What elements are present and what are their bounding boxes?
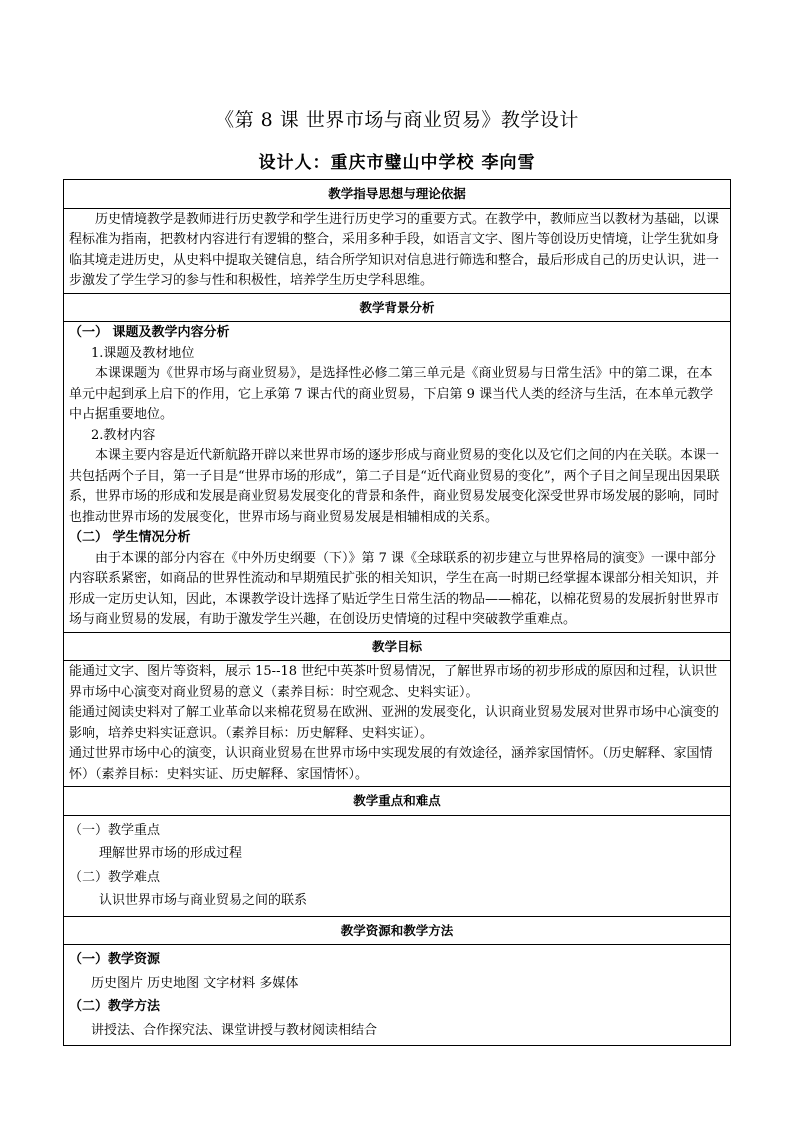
guiding-heading-row xyxy=(64,180,731,209)
resources-title: （一）教学资源 xyxy=(69,952,161,967)
background-item2-text: 本课主要内容是近代新航路开辟以来世界市场的逐步形成与商业贸易的变化以及它们之间的内在关联。本课一共包括两个子目，第一子目是“世界市场的形成”，第二子目是“近代商业贸易的变化”，两个子目之间呈现出因果联系，世界市场的形成和发展是商业贸易发展变化的背景和条件，商业贸易发展变化深受世界市场发展的影响，同时也推动世界市场的发展变化，世界市场与商业贸易发展是相辅相成的关系。 xyxy=(69,448,720,525)
methods-title: （二）教学方法 xyxy=(69,999,161,1014)
goals-heading-row xyxy=(64,632,731,661)
background-item2-title: 2.教材内容 xyxy=(91,427,156,443)
background-part1-title: （一） 课题及教学内容分析 xyxy=(69,325,230,340)
lesson-plan-table xyxy=(63,179,731,1046)
background-part2-title: （二） 学生情况分析 xyxy=(69,530,191,545)
background-heading-row xyxy=(64,293,731,322)
keypoints-heading: 教学重点和难点 xyxy=(64,787,731,816)
background-item1-text: 本课课题为《世界市场与商业贸易》，是选择性必修二第三单元是《商业贸易与日常生活》中的第二课，在本单元中起到承上启下的作用，它上承第 7 课古代的商业贸易，下启第 9 课当代人类的经济与生活，在本单元教学中占据重要地位。 xyxy=(69,366,714,422)
focus-title: （一）教学重点 xyxy=(69,822,161,838)
goals-body xyxy=(64,661,731,787)
goals-heading: 教学目标 xyxy=(64,632,731,661)
background-body-row xyxy=(64,322,731,633)
background-heading: 教学背景分析 xyxy=(64,293,731,322)
keypoints-body-row xyxy=(64,815,731,916)
designer-line: 设计人：重庆市璧山中学校 李向雪 xyxy=(258,153,536,173)
keypoints-body xyxy=(64,815,731,916)
guiding-body xyxy=(64,208,731,293)
difficulty-title: （二）教学难点 xyxy=(69,869,161,885)
keypoints-heading-row xyxy=(64,787,731,816)
difficulty-text: 认识世界市场与商业贸易之间的联系 xyxy=(99,893,308,908)
guiding-heading: 教学指导思想与理论依据 xyxy=(64,180,731,209)
background-body xyxy=(64,322,731,633)
background-item1-title: 1.课题及教材地位 xyxy=(91,345,195,361)
focus-text: 理解世界市场的形成过程 xyxy=(99,846,243,861)
document-title: 《第 8 课 世界市场与商业贸易》教学设计 xyxy=(215,109,579,131)
resources-heading: 教学资源和教学方法 xyxy=(64,916,731,945)
resources-text: 历史图片 历史地图 文字材料 多媒体 xyxy=(91,975,299,991)
guiding-text: 历史情境教学是教师进行历史教学和学生进行历史学习的重要方式。在教学中，教师应当以教材为基础，以课程标准为指南，把教材内容进行有逻辑的整合，采用多种手段，如语言文字、图片等创设历史情境，让学生犹如身临其境走进历史，从史料中提取关键信息，结合所学知识对信息进行筛选和整合，最后形成自己的历史认识，进一步激发了学生学习的参与性和积极性，培养学生历史学科思维。 xyxy=(69,211,720,288)
resources-heading-row xyxy=(64,916,731,945)
goals-body-row xyxy=(64,661,731,787)
background-part2-text: 由于本课的部分内容在《中外历史纲要（下）》第 7 课《全球联系的初步建立与世界格局的演变》一课中部分内容联系紧密，如商品的世界性流动和早期殖民扩张的相关知识，学生在高一时期已经掌握本课部分相关知识，并形成一定历史认知，因此，本课教学设计选择了贴近学生日常生活的物品——棉花，以棉花贸易的发展折射世界市场与商业贸易的发展，有助于激发学生兴趣，在创设历史情境的过程中突破教学重难点。 xyxy=(69,550,720,627)
methods-text: 讲授法、合作探究法、课堂讲授与教材阅读相结合 xyxy=(91,1022,378,1038)
goal-item-1: 能通过文字、图片等资料，展示 15--18 世纪中英茶叶贸易情况，了解世界市场的初步形成的原因和过程，认识世界市场中心演变对商业贸易的意义（素养目标：时空观念、史料实证）。 xyxy=(69,664,718,700)
guiding-body-row xyxy=(64,208,731,293)
goal-item-3: 通过世界市场中心的演变，认识商业贸易在世界市场中实现发展的有效途径，涵养家国情怀。（历史解释、家国情怀）（素养目标：史料实证、历史解释、家国情怀）。 xyxy=(69,746,713,782)
goal-item-2: 能通过阅读史料对了解工业革命以来棉花贸易在欧洲、亚洲的发展变化，认识商业贸易发展对世界市场中心演变的影响，培养史料实证意识。（素养目标：历史解释、史料实证）。 xyxy=(69,705,720,741)
resources-body xyxy=(64,945,731,1046)
resources-body-row xyxy=(64,945,731,1046)
